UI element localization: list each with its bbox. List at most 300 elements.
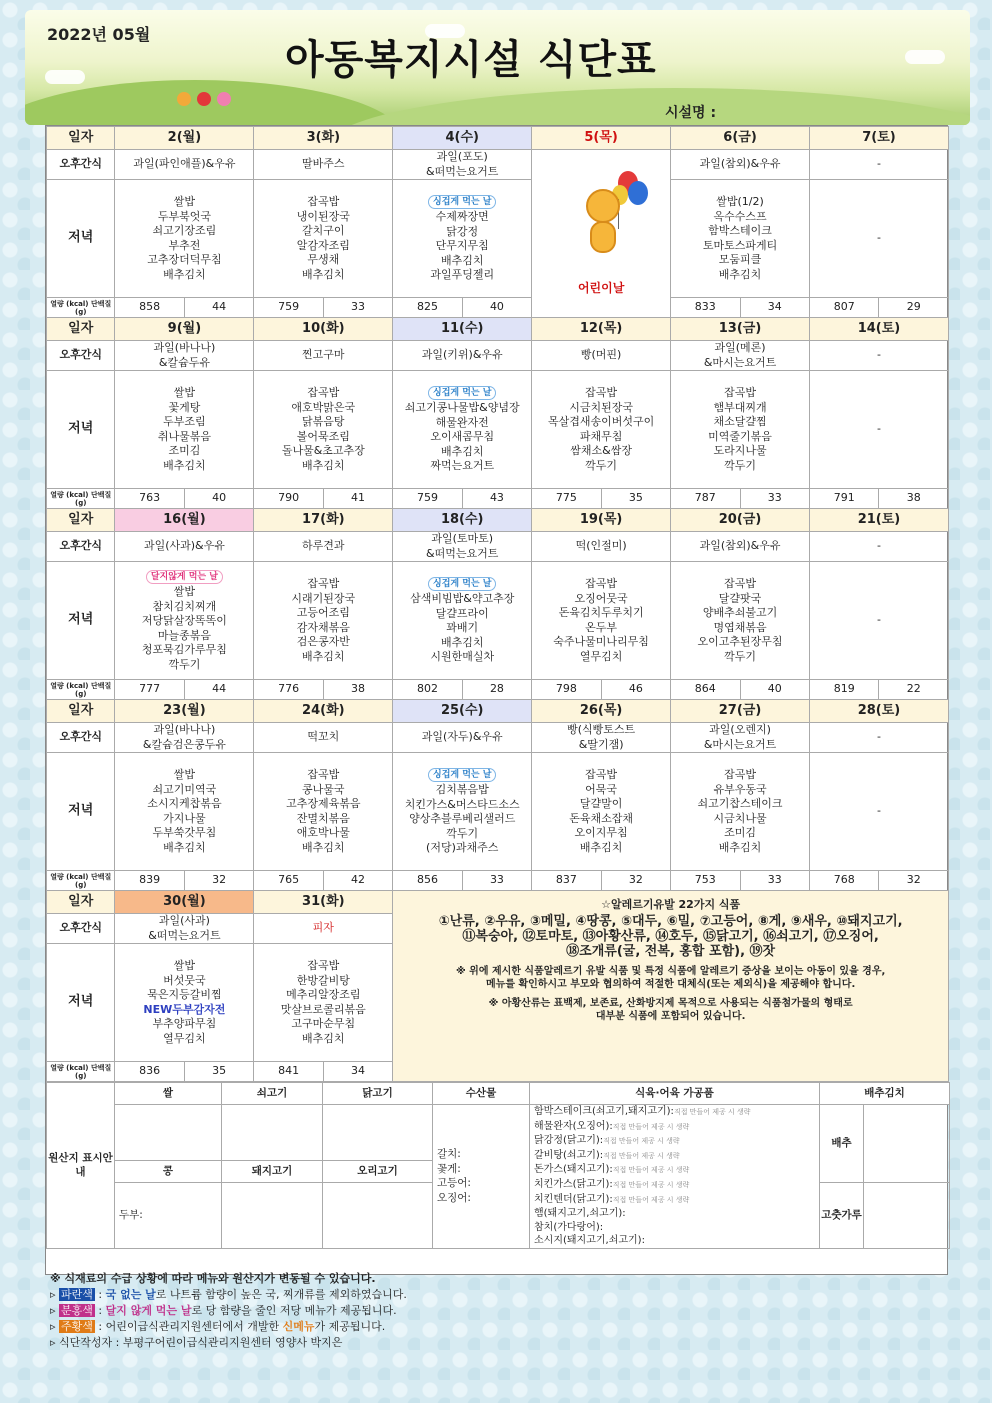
menu-item: 고추장더덕무침: [147, 253, 222, 266]
dinner-label: 저녁: [47, 944, 115, 1062]
protein-value: 40: [740, 680, 809, 700]
protein-value: 32: [601, 871, 670, 891]
protein-value: 33: [462, 871, 531, 891]
menu-item: 소시지케찹볶음: [147, 797, 222, 810]
dinner-cell: [393, 180, 532, 298]
menu-item: 모둠피클: [718, 253, 762, 266]
menu-item: 달걀팟국: [718, 591, 762, 605]
menu-item: 돌나물&초고추장: [281, 444, 365, 457]
allergy-title: ☆알레르기유발 22가지 식품: [601, 898, 741, 911]
protein-value: 28: [462, 680, 531, 700]
dinner-cell: [671, 562, 810, 680]
menu-item: 해물완자전: [435, 415, 489, 429]
menu-item: 파채무침: [579, 429, 623, 443]
allergy-note: ※ 위에 제시한 식품알레르기 유발 식품 및 특정 식품에 알레르기 증상을 보이는 아동이 있을 경우, 메뉴를 확인하시고 부모와 협의하여 적절한 대체식(또는 제외식)을 제공해야 합니다.: [455, 966, 886, 990]
dinner-cell: [393, 753, 532, 871]
protein-value: 33: [323, 298, 392, 318]
dinner-cell: [671, 180, 810, 298]
protein-value: 40: [462, 298, 531, 318]
menu-item: 토마토스파게티: [702, 238, 778, 252]
day-header: 26(목): [532, 700, 671, 723]
protein-value: 33: [740, 489, 809, 509]
protein-value: 35: [184, 1062, 253, 1082]
dinner-cell: [115, 371, 254, 489]
menu-item: 배추김치: [440, 635, 484, 649]
menu-item: 잡곡밥: [307, 386, 340, 399]
header-banner: [25, 10, 970, 125]
kcal-value: 768: [809, 871, 878, 891]
origin-table: [46, 1082, 950, 1249]
protein-value: 34: [323, 1062, 392, 1082]
nutrition-label: 열량 (kcal) 단백질 (g): [47, 871, 115, 891]
day-header: 5(목): [532, 127, 671, 150]
processed-item: 해물완자(오징어):직접 만들어 제공 시 생략: [534, 1120, 690, 1132]
dinner-label: 저녁: [47, 180, 115, 298]
day-header: 12(목): [532, 318, 671, 341]
dinner-cell: [254, 562, 393, 680]
day-header: 9(월): [115, 318, 254, 341]
allergy-list: ⑪복숭아, ⑫토마토, ⑬아황산류, ⑭호두, ⑮닭고기, ⑯쇠고기, ⑰오징어,: [462, 929, 879, 944]
day-label: 일자: [47, 700, 115, 723]
menu-item: 감자채볶음: [296, 620, 350, 634]
day-header: 16(월): [115, 509, 254, 532]
snack-cell: -: [809, 341, 948, 371]
balloon-kid-illustration: [556, 171, 646, 281]
menu-item: 오이새콤무침: [430, 430, 495, 444]
menu-sheet: [45, 125, 948, 1275]
menu-item: 오징어뭇국: [574, 591, 628, 605]
dinner-cell: [809, 562, 948, 680]
menu-item: 잡곡밥: [724, 386, 756, 399]
snack-cell: 과일(키위)&우유: [393, 341, 532, 371]
menu-item: 도라지나물: [713, 444, 767, 457]
snack-cell: -: [809, 150, 948, 180]
snack-cell: 과일(토마토) &떠먹는요거트: [393, 532, 532, 562]
menu-item: 배추김치: [163, 458, 206, 472]
menu-item: 쇠고기미역국: [152, 782, 217, 796]
day-header: 27(금): [671, 700, 810, 723]
snack-cell: 하루견과: [254, 532, 393, 562]
menu-item: NEW두부감자전: [143, 1002, 226, 1016]
snack-label: 오후간식: [47, 150, 115, 180]
menu-item: 잡곡밥: [307, 959, 340, 972]
snack-cell: 찐고구마: [254, 341, 393, 371]
menu-item: -: [877, 231, 881, 245]
menu-item: 묵은지등갈비찜: [147, 988, 222, 1001]
protein-value: 44: [184, 298, 253, 318]
dinner-cell: [254, 180, 393, 298]
day-header: 13(금): [671, 318, 810, 341]
allergy-list: ⑱조개류(굴, 전복, 홍합 포함), ⑲잣: [566, 944, 776, 959]
menu-item: 양상추블루베리샐러드: [409, 812, 516, 826]
protein-value: 29: [879, 298, 949, 318]
low-salt-badge-icon: 싱겁게 먹는 날: [428, 386, 496, 400]
processed-item: 돈가스(돼지고기):직접 만들어 제공 시 생략: [534, 1164, 690, 1176]
note-blue: ▹ 파란색 : 국 없는 날로 나트륨 함량이 높은 국, 찌개류를 제외하였습니다.: [50, 1288, 407, 1301]
menu-item: 깍두기: [446, 826, 479, 840]
dinner-cell: [254, 944, 393, 1062]
menu-item: 쌀밥(1/2): [716, 195, 764, 208]
processed-item: 치킨텐더(닭고기):직접 만들어 제공 시 생략: [534, 1193, 690, 1205]
origin-col-bean: 콩: [115, 1161, 222, 1183]
menu-item: 잡곡밥: [724, 577, 756, 590]
nutrition-label: 열량 (kcal) 단백질 (g): [47, 1062, 115, 1082]
day-header: 6(금): [671, 127, 810, 150]
menu-item: 오이지무침: [574, 826, 628, 839]
kcal-value: 787: [671, 489, 740, 509]
menu-item: 달걀프라이: [435, 606, 489, 620]
menu-item: 참치김치찌개: [152, 599, 217, 613]
note-orange: ▹ 주황색 : 어린이급식관리지원센터에서 개발한 신메뉴가 제공됩니다.: [50, 1320, 386, 1333]
flower-icon: [217, 92, 231, 106]
protein-value: 44: [184, 680, 253, 700]
menu-item: 콩나물국: [302, 782, 345, 796]
menu-item: 두부쑥갓무침: [152, 826, 217, 839]
processed-item: 닭강정(닭고기):직접 만들어 제공 시 생략: [534, 1135, 680, 1147]
menu-item: 배추김치: [718, 840, 762, 854]
menu-item: 수제짜장면: [435, 210, 489, 224]
menu-item: 옥수수스프: [713, 209, 767, 223]
protein-value: 46: [601, 680, 670, 700]
menu-item: 쌈채소&쌈장: [570, 444, 632, 457]
flower-icon: [177, 92, 191, 106]
snack-cell: 딸바주스: [254, 150, 393, 180]
menu-item: 알감자조림: [296, 238, 350, 252]
menu-item: 숙주나물미나리무침: [553, 635, 649, 648]
snack-label: 오후간식: [47, 532, 115, 562]
dinner-cell: [809, 180, 948, 298]
menu-item: 온두부: [585, 620, 618, 634]
menu-item: 쌀밥: [173, 585, 196, 598]
kcal-value: 839: [115, 871, 184, 891]
menu-item: 돈육채소잡채: [569, 811, 633, 825]
menu-item: 잡곡밥: [724, 768, 756, 781]
kcal-value: 763: [115, 489, 184, 509]
menu-item: 명엽채볶음: [713, 620, 767, 634]
menu-item: 김치볶음밥: [435, 783, 489, 797]
nutrition-label: 열량 (kcal) 단백질 (g): [47, 489, 115, 509]
protein-value: 40: [184, 489, 253, 509]
snack-cell: 떡꼬치: [254, 723, 393, 753]
nutrition-label: 열량 (kcal) 단백질 (g): [47, 298, 115, 318]
menu-item: 열무김치: [579, 649, 623, 663]
snack-cell: 빵(식빵토스트 &딸기잼): [532, 723, 671, 753]
snack-label: 오후간식: [47, 341, 115, 371]
menu-item: 청포묵김가루무침: [141, 643, 227, 656]
menu-item: 고구마순무침: [291, 1017, 356, 1030]
menu-item: 두부조림: [163, 415, 206, 428]
menu-item: 조미김: [168, 444, 201, 457]
menu-item: 애호박나물: [296, 826, 350, 839]
snack-label: 오후간식: [47, 914, 115, 944]
menu-item: 오이고추된장무침: [697, 635, 783, 648]
menu-item: 시원한매실차: [430, 650, 495, 664]
kimchi-cabbage-label: 배추: [820, 1105, 864, 1183]
menu-item: 짜먹는요거트: [430, 459, 495, 473]
protein-value: 32: [184, 871, 253, 891]
menu-item: 맛살브로콜리볶음: [280, 1002, 366, 1016]
low-salt-badge-icon: 싱겁게 먹는 날: [428, 768, 496, 782]
day-header: 2(월): [115, 127, 254, 150]
origin-col-seafood: 수산물: [433, 1083, 530, 1105]
protein-value: 33: [740, 871, 809, 891]
menu-item: 고등어조림: [296, 606, 350, 619]
snack-cell: 과일(바나나) &칼슘검은콩두유: [115, 723, 254, 753]
flower-icon: [197, 92, 211, 106]
snack-cell: -: [809, 532, 948, 562]
menu-item: 쇠고기찹스테이크: [697, 797, 783, 810]
allergy-note: ※ 아황산류는 표백제, 보존료, 산화방지제 목적으로 사용되는 식품첨가물의 형태로 대부분 식품에 포함되어 있습니다.: [488, 998, 853, 1022]
allergy-info: [393, 891, 949, 1082]
origin-col-beef: 쇠고기: [222, 1083, 323, 1105]
snack-cell: -: [809, 723, 948, 753]
menu-item: 쌀밥: [173, 768, 196, 781]
day-header: 19(목): [532, 509, 671, 532]
origin-col-kimchi: 배추김치: [820, 1083, 950, 1105]
menu-item: 저당닭살장똑똑이: [141, 614, 227, 627]
menu-item: 배추김치: [440, 444, 484, 458]
kcal-value: 807: [809, 298, 878, 318]
menu-item: 잡곡밥: [307, 195, 340, 208]
low-salt-badge-icon: 싱겁게 먹는 날: [428, 195, 496, 209]
kcal-value: 798: [532, 680, 601, 700]
snack-cell: 떡(인절미): [532, 532, 671, 562]
menu-item: 깍두기: [724, 649, 756, 663]
snack-cell: 과일(참외)&우유: [671, 532, 810, 562]
year-month: 2022년 05월: [47, 25, 151, 44]
menu-item: 시금치된장국: [569, 400, 633, 414]
footer-notes: [50, 1271, 950, 1351]
protein-value: 22: [879, 680, 949, 700]
protein-value: 38: [323, 680, 392, 700]
menu-item: 시래기된장국: [291, 591, 356, 605]
menu-item: 배추김치: [163, 840, 206, 854]
menu-item: 쇠고기콩나물밥&양념장: [404, 401, 520, 415]
menu-item: 어묵국: [585, 782, 618, 796]
menu-item: 볼어묵조림: [296, 429, 350, 443]
menu-item: 쌀밥: [173, 959, 196, 972]
kcal-value: 856: [393, 871, 462, 891]
kcal-value: 776: [254, 680, 323, 700]
facility-label: 시설명 :: [665, 105, 717, 121]
author: ▹ 식단작성자 : 부평구어린이급식관리지원센터 영양사 박지은: [50, 1336, 343, 1349]
menu-item: -: [877, 422, 881, 436]
dinner-cell: [254, 753, 393, 871]
page-title: 아동복지시설 식단표: [285, 37, 657, 83]
menu-item: 고추장제육볶음: [286, 797, 361, 810]
menu-item: 잡곡밥: [585, 768, 618, 781]
menu-item: 열무김치: [163, 1031, 206, 1045]
day-header: 31(화): [254, 891, 393, 914]
menu-item: 부추전: [168, 238, 201, 252]
tofu-origin: 두부:: [115, 1183, 222, 1249]
allergy-list: ①난류, ②우유, ③메밀, ④땅콩, ⑤대두, ⑥밀, ⑦고등어, ⑧게, ⑨새우, ⑩돼지고기,: [438, 914, 903, 929]
menu-item: 가지나물: [163, 811, 206, 825]
snack-cell: 과일(파인애플)&우유: [115, 150, 254, 180]
menu-item: 삼색비빔밥&약고추장: [410, 592, 515, 606]
kcal-value: 765: [254, 871, 323, 891]
menu-item: 냉이된장국: [296, 209, 350, 223]
origin-col-chicken: 닭고기: [323, 1083, 433, 1105]
menu-item: 채소달걀찜: [713, 415, 767, 428]
day-header: 25(수): [393, 700, 532, 723]
snack-cell: 과일(사과)&우유: [115, 532, 254, 562]
dinner-cell: [671, 371, 810, 489]
menu-item: 햄부대찌개: [713, 400, 767, 414]
kcal-value: 777: [115, 680, 184, 700]
menu-item: 잡곡밥: [307, 577, 340, 590]
day-header: 24(화): [254, 700, 393, 723]
menu-item: 쌀밥: [173, 195, 196, 208]
note-pink: ▹ 분홍색 : 달지 않게 먹는 날로 당 함량을 줄인 저당 메뉴가 제공됩니다.: [50, 1304, 397, 1317]
day-header: 18(수): [393, 509, 532, 532]
menu-item: 치킨가스&머스타드소스: [404, 797, 520, 811]
kcal-value: 759: [393, 489, 462, 509]
protein-value: 32: [879, 871, 949, 891]
snack-cell: 피자: [254, 914, 393, 944]
menu-item: 애호박맑은국: [291, 400, 356, 414]
origin-label: 원산지 표시안내: [47, 1083, 115, 1249]
processed-item: 치킨가스(닭고기):직접 만들어 제공 시 생략: [534, 1178, 690, 1190]
menu-item: 미역줄기볶음: [708, 429, 772, 443]
snack-cell: 과일(자두)&우유: [393, 723, 532, 753]
snack-cell: 과일(사과) &떠먹는요거트: [115, 914, 254, 944]
menu-item: 배추김치: [302, 840, 345, 854]
menu-item: 목살겹새송이버섯구이: [547, 415, 655, 428]
kcal-value: 858: [115, 298, 184, 318]
menu-item: 깍두기: [585, 458, 618, 472]
low-salt-badge-icon: 싱겁게 먹는 날: [428, 577, 496, 591]
processed-item: 소시지(돼지고기,쇠고기):: [534, 1235, 645, 1247]
processed-item: 함박스테이크(쇠고기,돼지고기):직접 만들어 제공 시 생략: [534, 1106, 751, 1117]
day-header: 7(토): [809, 127, 948, 150]
snack-cell: 빵(머핀): [532, 341, 671, 371]
kcal-value: 841: [254, 1062, 323, 1082]
notice-text: ※ 식재료의 수급 상황에 따라 메뉴와 원산지가 변동될 수 있습니다.: [50, 1272, 376, 1285]
holiday-label: 어린이날: [577, 281, 625, 296]
menu-item: 잡곡밥: [585, 386, 618, 399]
dinner-cell: [532, 753, 671, 871]
menu-item: 버섯뭇국: [163, 973, 206, 987]
menu-item: 배추김치: [302, 649, 345, 663]
menu-table: [46, 126, 949, 1082]
kcal-value: 753: [671, 871, 740, 891]
menu-item: 한방갈비탕: [296, 973, 350, 987]
menu-item: 마늘종볶음: [157, 628, 211, 642]
holiday-cell: [532, 150, 671, 318]
menu-item: 무생채: [307, 253, 340, 266]
dinner-cell: [393, 562, 532, 680]
dinner-cell: [671, 753, 810, 871]
menu-item: 갈치구이: [302, 224, 345, 237]
menu-item: 부추양파무침: [152, 1017, 217, 1030]
menu-item: (저당)과채주스: [426, 841, 499, 855]
seafood-cell: 갈치: 꽃게: 고등어: 오징어:: [433, 1105, 530, 1249]
day-label: 일자: [47, 127, 115, 150]
origin-col-processed: 식육·어육 가공품: [530, 1083, 820, 1105]
menu-item: 배추김치: [302, 1031, 345, 1045]
snack-cell: 과일(바나나) &칼슘두유: [115, 341, 254, 371]
kcal-value: 825: [393, 298, 462, 318]
menu-item: 깍두기: [724, 458, 756, 472]
dinner-label: 저녁: [47, 753, 115, 871]
menu-item: 돈육김치두루치기: [558, 606, 644, 619]
kcal-value: 759: [254, 298, 323, 318]
snack-cell: 과일(참외)&우유: [671, 150, 810, 180]
menu-item: 쇠고기장조림: [152, 224, 217, 237]
dinner-cell: [115, 753, 254, 871]
dinner-cell: [809, 753, 948, 871]
menu-item: 배추김치: [440, 253, 484, 267]
day-header: 28(토): [809, 700, 948, 723]
menu-item: 단무지무침: [435, 239, 489, 253]
menu-item: 잔멸치볶음: [296, 811, 350, 825]
menu-item: 메추리알장조림: [286, 988, 361, 1001]
day-header: 17(화): [254, 509, 393, 532]
kcal-value: 819: [809, 680, 878, 700]
menu-item: 두부북엇국: [157, 209, 211, 223]
protein-value: 43: [462, 489, 531, 509]
processed-item: 참치(가다랑어):: [534, 1221, 604, 1233]
dinner-label: 저녁: [47, 562, 115, 680]
origin-col-rice: 쌀: [115, 1083, 222, 1105]
day-header: 11(수): [393, 318, 532, 341]
menu-item: 함박스테이크: [708, 224, 772, 237]
menu-item: 유부우동국: [713, 782, 767, 796]
snack-cell: 과일(메론) &마시는요거트: [671, 341, 810, 371]
menu-item: 배추김치: [718, 267, 762, 281]
menu-item: 배추김치: [302, 458, 345, 472]
kcal-value: 864: [671, 680, 740, 700]
dinner-cell: [393, 371, 532, 489]
day-label: 일자: [47, 509, 115, 532]
protein-value: 35: [601, 489, 670, 509]
menu-item: 배추김치: [163, 267, 206, 281]
protein-value: 41: [323, 489, 392, 509]
kcal-value: 802: [393, 680, 462, 700]
menu-item: 배추김치: [302, 267, 345, 281]
dinner-cell: [115, 180, 254, 298]
snack-cell: 과일(오렌지) &마시는요거트: [671, 723, 810, 753]
snack-label: 오후간식: [47, 723, 115, 753]
day-header: 30(월): [115, 891, 254, 914]
dinner-label: 저녁: [47, 371, 115, 489]
dinner-cell: [532, 562, 671, 680]
menu-item: 잡곡밥: [307, 768, 340, 781]
day-header: 23(월): [115, 700, 254, 723]
menu-item: 취나물볶음: [157, 429, 211, 443]
menu-item: 달걀말이: [579, 797, 623, 810]
menu-item: -: [877, 613, 881, 627]
kcal-value: 775: [532, 489, 601, 509]
kcal-value: 833: [671, 298, 740, 318]
menu-item: 잡곡밥: [585, 577, 618, 590]
menu-item: 깍두기: [168, 657, 201, 671]
menu-item: 시금치나물: [713, 811, 767, 825]
protein-value: 38: [879, 489, 949, 509]
day-header: 4(수): [393, 127, 532, 150]
day-header: 20(금): [671, 509, 810, 532]
menu-item: 양배추쇠불고기: [702, 606, 778, 619]
kimchi-pepper-label: 고춧가루: [820, 1183, 864, 1249]
menu-item: 과일푸딩젤리: [430, 268, 495, 282]
processed-item: 갈비탕(쇠고기):직접 만들어 제공 시 생략: [534, 1149, 680, 1161]
protein-value: 42: [323, 871, 392, 891]
menu-item: 쌀밥: [173, 386, 196, 399]
menu-item: 꽈배기: [446, 621, 479, 635]
menu-item: 닭볶음탕: [302, 415, 345, 428]
day-header: 21(토): [809, 509, 948, 532]
